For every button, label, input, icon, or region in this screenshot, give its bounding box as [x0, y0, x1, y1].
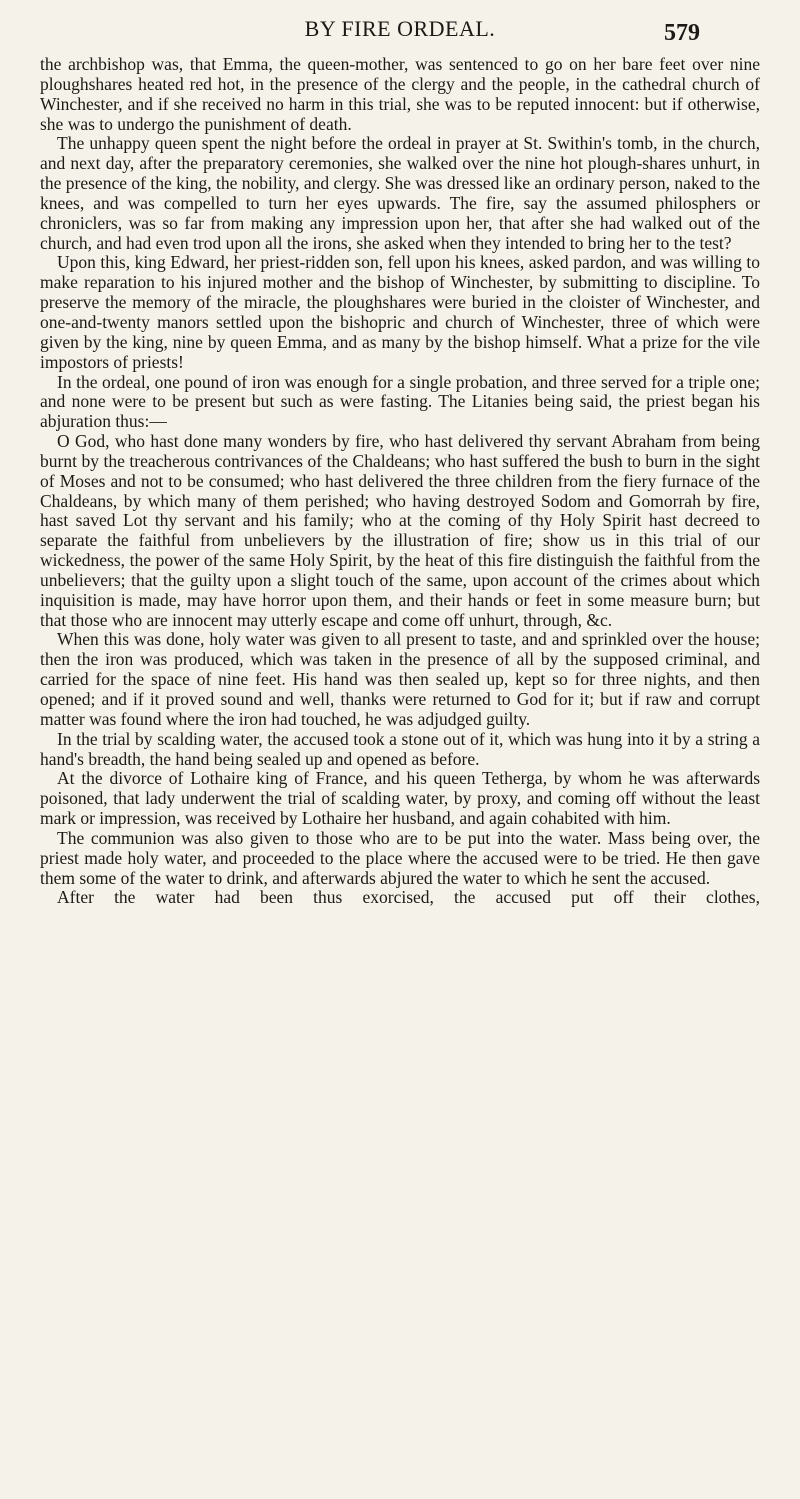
paragraph: The communion was also given to those who are to be put into the water. Mass being over, the priest made holy water, and proceeded to the place where the accused were to be tried. He then gave them some of the water to drink, and afterwards abjured the water to which he sent the accused. — [40, 827, 760, 888]
page-header — [0, 14, 800, 50]
paragraph: In the ordeal, one pound of iron was enough for a single probation, and three served for a triple one; and none were to be present but such as were fasting. The Litanies being said, the priest began his abjuration thus:— — [40, 371, 760, 432]
paragraph: The unhappy queen spent the night before the ordeal in prayer at St. Swithin's tomb, in the church, and next day, after the preparatory ceremonies, she walked over the nine hot plough-shares unhurt, in the presence of the king, the nobility, and clergy. She was dressed like an ordinary person, naked to the knees, and was compelled to turn her eyes upwards. The fire, say the assumed philosphers or chroniclers, was so far from making any impression upon her, that after she had walked out of the church, and had even trod upon all the irons, she asked when they intended to bring her to the test? — [40, 133, 760, 253]
paragraph: the archbishop was, that Emma, the queen-mother, was sentenced to go on her bare feet over nine ploughshares heated red hot, in the presence of the clergy and the people, in the cathedral church of Winchester, and if she received no harm in this trial, she was to be reputed innocent: but if otherwise, she was to undergo the punishment of death. — [40, 54, 760, 134]
paragraph: O God, who hast done many wonders by fire, who hast delivered thy servant Abraham from being burnt by the treacherous contrivances of the Chaldeans; who hast suffered the bush to burn in the sight of Moses and not to be consumed; who hast delivered the three children from the fiery furnace of the Chaldeans, by which many of them perished; who having destroyed Sodom and Gomorrah by fire, hast saved Lot thy servant and his family; who at the coming of thy Holy Spirit hast decreed to separate the faithful from unbelievers by the illustration of fire; show us in this trial of our wickedness, the power of the same Holy Spirit, by the heat of this fire distinguish the faithful from the unbelievers; that the guilty upon a slight touch of the same, upon account of the crimes about which inquisition is made, may have horror upon them, and their hands or feet in some measure burn; but that those who are innocent may utterly escape and come off unhurt, through, &c. — [40, 431, 760, 630]
page-number: 579 — [664, 20, 700, 46]
paragraph: In the trial by scalding water, the accused took a stone out of it, which was hung into it by a string a hand's breadth, the hand being sealed up and opened as before. — [40, 728, 760, 769]
body-text — [40, 55, 760, 908]
paragraph: After the water had been thus exorcised, the accused put off their clothes, — [57, 887, 760, 908]
paragraph: When this was done, holy water was given to all present to taste, and and sprinkled over the house; then the iron was produced, which was taken in the presence of all by the supposed criminal, and carried for the space of nine feet. His hand was then sealed up, kept so for three nights, and then opened; and if it proved sound and well, thanks were returned to God for it; but if raw and corrupt matter was found where the iron had touched, he was adjudged guilty. — [40, 629, 760, 729]
paragraph: At the divorce of Lothaire king of France, and his queen Tetherga, by whom he was afterwards poisoned, that lady underwent the trial of scalding water, by proxy, and coming off without the least mark or impression, was received by Lothaire her husband, and again cohabited with him. — [40, 768, 760, 829]
running-head: BY FIRE ORDEAL. — [304, 16, 496, 41]
paragraph: Upon this, king Edward, her priest-ridden son, fell upon his knees, asked pardon, and was willing to make reparation to his injured mother and the bishop of Winchester, by submitting to discipline. To preserve the memory of the miracle, the ploughshares were buried in the cloister of Winchester, and one-and-twenty manors settled upon the bishopric and church of Winchester, three of which were given by the king, nine by queen Emma, and as many by the bishop himself. What a prize for the vile impostors of priests! — [40, 252, 760, 372]
